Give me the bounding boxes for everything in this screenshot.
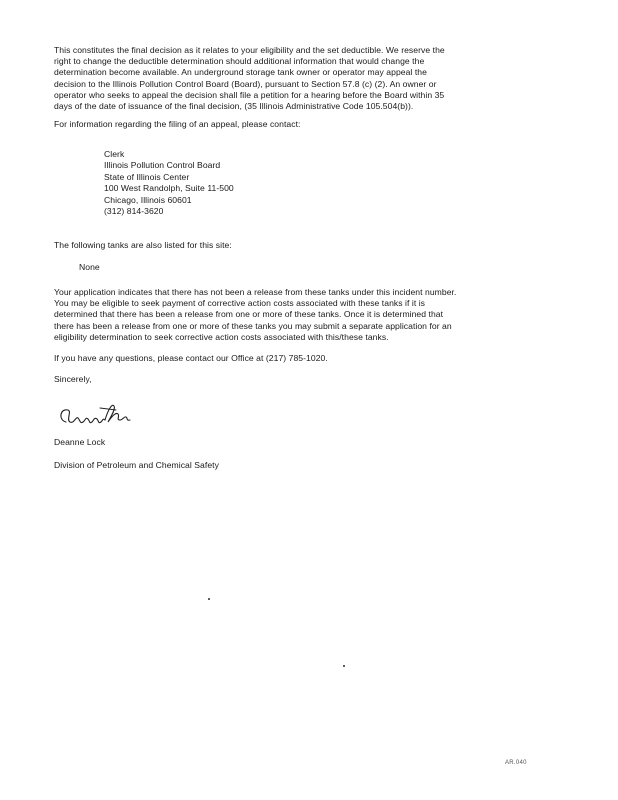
paragraph-line: days of the date of issuance of the final decision, (35 Illinois Administrative Code 105.504(b)). bbox=[54, 101, 414, 112]
page-stamp: AR.040 bbox=[505, 760, 527, 766]
address-line: (312) 814-3620 bbox=[104, 206, 164, 217]
paragraph-line: there has been a release from one or more of these tanks you may submit a separate application for an bbox=[54, 320, 452, 331]
scan-speck bbox=[343, 665, 345, 667]
contact-address-block bbox=[104, 149, 234, 217]
questions-line: If you have any questions, please contact our Office at (217) 785-1020. bbox=[54, 353, 328, 363]
paragraph-line: operator who seeks to appeal the decision shall file a petition for a hearing before the Board within 35 bbox=[54, 89, 445, 100]
signer-division: Division of Petroleum and Chemical Safety bbox=[54, 460, 219, 470]
tanks-value: None bbox=[79, 262, 100, 272]
tanks-intro: The following tanks are also listed for this site: bbox=[54, 240, 232, 250]
signature-image bbox=[56, 400, 134, 430]
address-line: State of Illinois Center bbox=[104, 171, 190, 182]
paragraph-line: decision to the Illinois Pollution Control Board (Board), pursuant to Section 57.8 (c) (2). An owner or bbox=[54, 78, 437, 89]
paragraph-line: determination become available. An underground storage tank owner or operator may appeal the bbox=[54, 67, 427, 78]
paragraph-line: This constitutes the final decision as it relates to your eligibility and the set deductible. We reserve the bbox=[54, 45, 445, 55]
paragraph-line: determined that there has been a release from one or more of these tanks. Once it is determined that bbox=[54, 309, 444, 320]
paragraph-line: eligibility determination to seek corrective action costs associated with this/these tanks. bbox=[54, 331, 389, 342]
signer-name: Deanne Lock bbox=[54, 437, 106, 447]
paragraph-line: Your application indicates that there has not been a release from these tanks under this incident number. bbox=[54, 287, 457, 297]
address-line: 100 West Randolph, Suite 11-500 bbox=[104, 183, 234, 194]
release-paragraph bbox=[54, 287, 554, 343]
address-line: Clerk bbox=[104, 149, 125, 159]
paragraph-line: You may be eligible to seek payment of corrective action costs associated with these tanks if it is bbox=[54, 298, 426, 309]
final-decision-paragraph bbox=[54, 45, 554, 112]
address-line: Illinois Pollution Control Board bbox=[104, 160, 221, 171]
closing: Sincerely, bbox=[54, 374, 92, 384]
paragraph-line: right to change the deductible determination should additional information that would change the bbox=[54, 56, 425, 67]
appeal-contact-intro: For information regarding the filing of an appeal, please contact: bbox=[54, 119, 301, 129]
address-line: Chicago, Illinois 60601 bbox=[104, 194, 192, 205]
scan-speck bbox=[208, 598, 210, 600]
